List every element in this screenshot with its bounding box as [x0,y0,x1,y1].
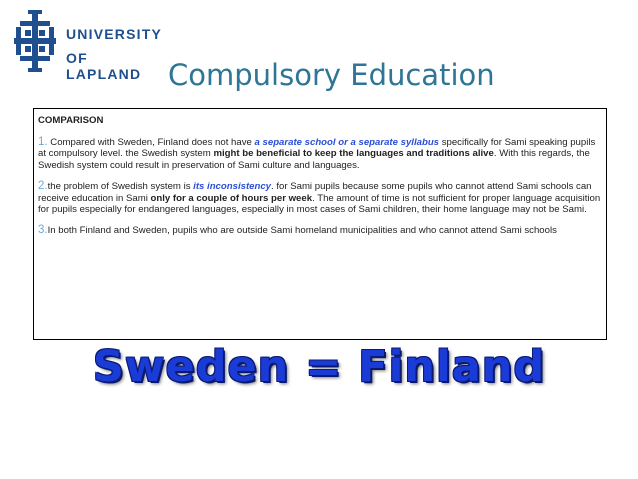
point-bold: only for a couple of hours per week [150,192,313,204]
comparison-heading: COMPARISON [38,115,104,126]
logo-text-line1: UNIVERSITY [66,26,163,42]
point-text: . With this regards, the Swedish system could result in preservation of Sami culture and languages. [38,148,590,172]
slide-title: Compulsory Education [168,58,495,92]
point-1 [38,137,602,172]
point-emphasis: a separate school or a separate syllabus [254,136,440,148]
logo-text-line2: OF LAPLAND [66,50,142,82]
point-text: In both Finland and Sweden, pupils who are outside Sami homeland municipalities and who cannot attend Sami schools [47,224,557,236]
point-2 [38,181,602,216]
point-text: the problem of Swedish system is [47,180,194,192]
point-number: 2. [38,179,48,192]
conclusion-banner: Sweden = Finland [92,342,546,392]
university-logo [10,9,163,82]
snowflake-logo-icon [10,9,60,73]
point-bold: might be beneficial to keep the languages and traditions alive [213,148,494,160]
point-emphasis: its inconsistency [193,180,272,192]
point-text: Compared with Sweden, Finland does not have [47,136,255,148]
point-text: . The amount of time is not sufficient for proper language acquisition for pupils especially for endangered languages, especially in most cases of Sami children, their home language may not be Sami. [38,192,601,216]
point-number: 3. [38,223,48,236]
point-3 [38,225,602,237]
comparison-box [33,108,607,340]
point-text: specifically for Sami speaking pupils at compulsory level. the Swedish system [38,136,596,160]
point-number: 1. [38,135,48,148]
point-text: . for Sami pupils because some pupils who cannot attend Sami schools can receive education in Sami [38,180,592,204]
